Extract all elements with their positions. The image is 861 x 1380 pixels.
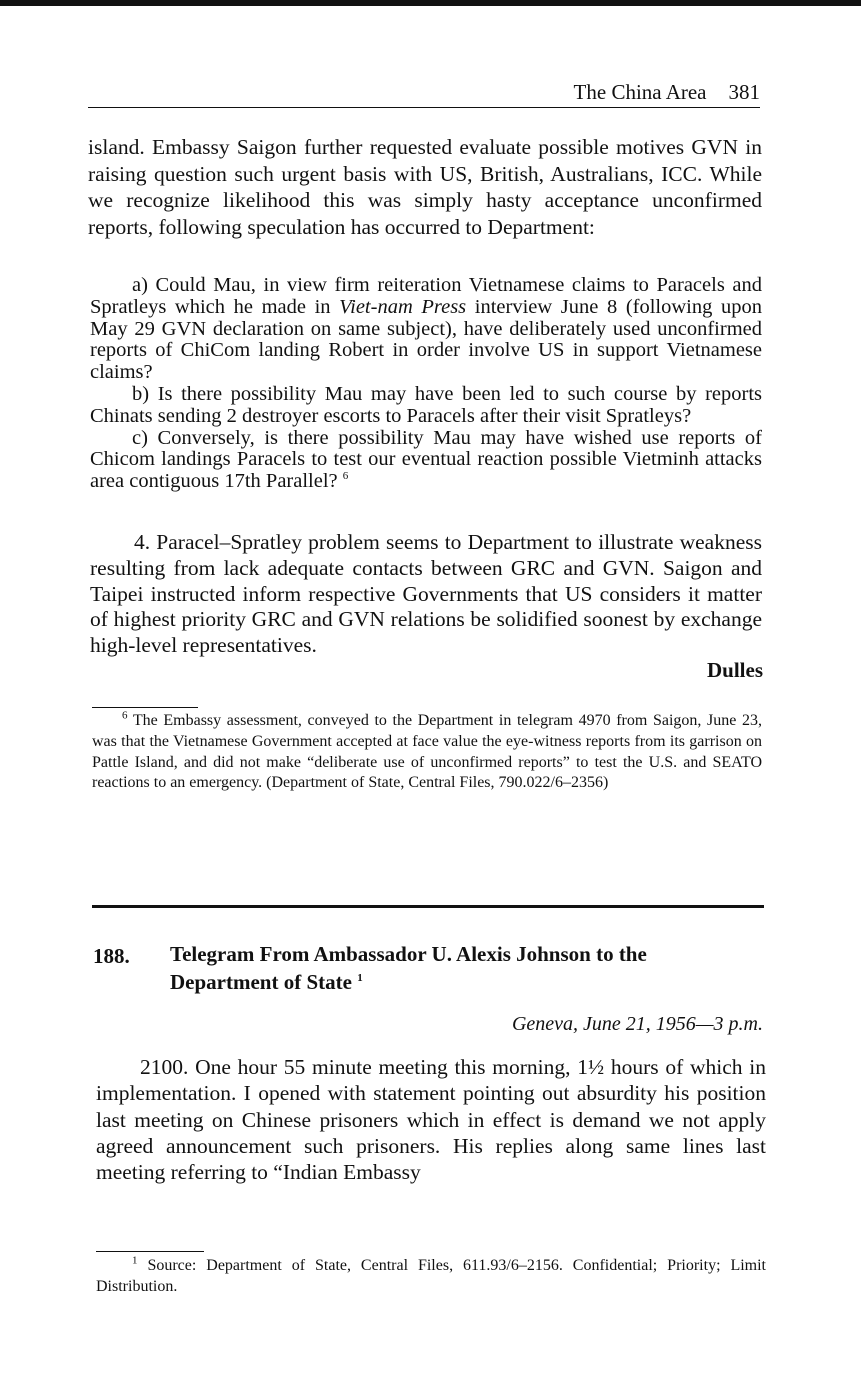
item-c-text: c) Conversely, is there possibility Mau may have wished use reports of Chicom landings Paracels to test our eventual reaction possible Vietminh attacks area contiguous 17th Parallel? — [90, 426, 762, 493]
header-rule — [88, 107, 760, 108]
section-divider — [92, 905, 764, 908]
footnote-ref-6[interactable]: 6 — [342, 470, 349, 483]
paragraph-2100: 2100. One hour 55 minute meeting this morning, 1½ hours of which in implementation. I opened with statement pointing out absurdity his position last meeting on Chinese prisoners which in effect is demand we not apply agreed announcement such prisoners. His replies along same lines last meeting referring to “Indian Embassy — [96, 1055, 766, 1185]
page-number: 381 — [728, 80, 760, 104]
footnote-1 — [96, 1256, 766, 1298]
dateline: Geneva, June 21, 1956—3 p.m. — [511, 1013, 763, 1035]
footnote-6 — [92, 711, 762, 794]
footnote-rule — [92, 707, 198, 708]
item-a-publication: Viet-nam Press — [339, 295, 467, 318]
paragraph-4: 4. Paracel–Spratley problem seems to Department to illustrate weakness resulting from lack adequate contacts between GRC and GVN. Saigon and Taipei instructed inform respective Governments that US considers it matter of highest priority GRC and GVN relations be solidified soonest by exchange high-level representatives. — [90, 530, 762, 658]
speculation-list — [90, 275, 762, 493]
signature: Dulles — [706, 658, 763, 682]
page-top-border — [0, 0, 861, 6]
document-title-text: Telegram From Ambassador U. Alexis Johnson to the Department of State — [170, 942, 647, 994]
item-a-text-after: interview June 8 (following upon May 29 GVN declaration on same subject), have deliberately used unconfirmed reports of ChiCom landing Robert in order involve US in support Vietnamese claims? — [90, 295, 762, 384]
footnote-ref-1[interactable]: 1 — [357, 972, 363, 984]
footnote-6-marker: 6 — [122, 709, 128, 722]
running-title: The China Area — [573, 80, 707, 104]
item-a-text-before: a) Could Mau, in view firm reiteration Vietnamese claims to Paracels and Spratleys which he made in — [90, 274, 762, 318]
intro-paragraph: island. Embassy Saigon further requested evaluate possible motives GVN in raising question such urgent basis with US, British, Australians, ICC. While we recognize likelihood this was simply hasty acceptance unconfirmed reports, following speculation has occurred to Department: — [88, 135, 762, 239]
document-title — [170, 940, 760, 996]
item-a — [90, 275, 762, 384]
running-head — [88, 78, 760, 106]
footnote-rule-2 — [96, 1251, 204, 1252]
footnote-1-text: Source: Department of State, Central Files, 611.93/6–2156. Confidential; Priority; Limit Distribution. — [96, 1257, 767, 1295]
document-number: 188. — [93, 944, 130, 968]
item-b: b) Is there possibility Mau may have been led to such course by reports Chinats sending 2 destroyer escorts to Paracels after their visit Spratleys? — [90, 382, 762, 427]
footnote-6-text: The Embassy assessment, conveyed to the Department in telegram 4970 from Saigon, June 23, was that the Vietnamese Government accepted at face value the eye-witness reports from its garrison on Pattle Island, and did not make “deliberate use of unconfirmed reports” to test the U.S. and SEATO reactions to an emergency. (Department of State, Central Files, 790.022/6–2356) — [92, 712, 763, 792]
footnote-1-marker: 1 — [132, 1254, 138, 1267]
item-c — [90, 428, 762, 493]
